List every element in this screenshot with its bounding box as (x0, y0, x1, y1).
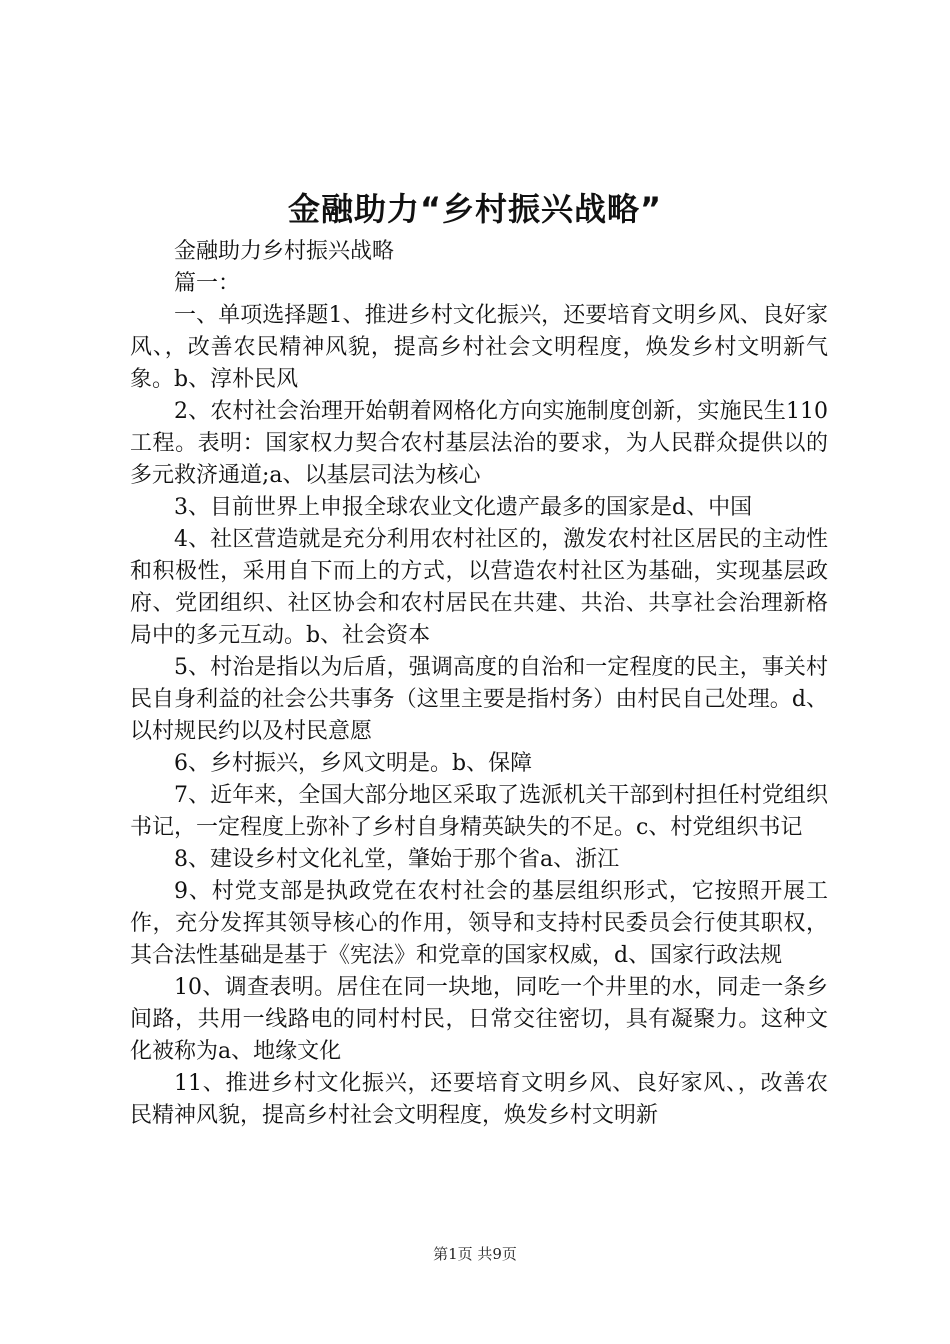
paragraph: 2、农村社会治理开始朝着网格化方向实施制度创新，实施民生110工程。表明：国家权力契合农村基层法治的要求，为人民群众提供以的多元救济通道;a、以基层司法为核心 (130, 399, 828, 488)
document-title: 金融助力“乡村振兴战略” (287, 190, 663, 228)
paragraph: 4、社区营造就是充分利用农村社区的，激发农村社区居民的主动性和积极性，采用自下而上的方式，以营造农村社区为基础，实现基层政府、党团组织、社区协会和农村居民在共建、共治、共享社会治理新格局中的多元互动。b、社会资本 (130, 527, 828, 648)
page-footer: 第1页 共9页 (433, 1245, 517, 1263)
paragraph: 10、调查表明。居住在同一块地，同吃一个井里的水，同走一条乡间路，共用一线路电的同村村民，日常交往密切，具有凝聚力。这种文化被称为a、地缘文化 (130, 975, 828, 1064)
paragraph: 一、单项选择题1、推进乡村文化振兴，还要培育文明乡风、良好家风、，改善农民精神风貌，提高乡村社会文明程度，焕发乡村文明新气象。b、淳朴民风 (130, 303, 828, 392)
paragraph: 8、建设乡村文化礼堂，肇始于那个省a、浙江 (174, 847, 620, 872)
paragraph: 3、目前世界上申报全球农业文化遗产最多的国家是d、中国 (174, 495, 753, 520)
paragraph: 6、乡村振兴，乡风文明是。b、保障 (174, 751, 533, 776)
document-body (130, 236, 828, 1132)
paragraph: 11、推进乡村文化振兴，还要培育文明乡风、良好家风、，改善农民精神风貌，提高乡村社会文明程度，焕发乡村文明新 (130, 1071, 828, 1128)
paragraph: 7、近年来，全国大部分地区采取了选派机关干部到村担任村党组织书记，一定程度上弥补了乡村自身精英缺失的不足。c、村党组织书记 (130, 783, 828, 840)
paragraph: 金融助力乡村振兴战略 (174, 239, 395, 264)
paragraph: 篇一： (174, 271, 241, 296)
paragraph: 9、村党支部是执政党在农村社会的基层组织形式，它按照开展工作，充分发挥其领导核心的作用，领导和支持村民委员会行使其职权，其合法性基础是基于《宪法》和党章的国家权威，d、国家行政法规 (130, 879, 828, 968)
paragraph: 5、村治是指以为后盾，强调高度的自治和一定程度的民主，事关村民自身利益的社会公共事务（这里主要是指村务）由村民自己处理。d、以村规民约以及村民意愿 (130, 655, 828, 744)
